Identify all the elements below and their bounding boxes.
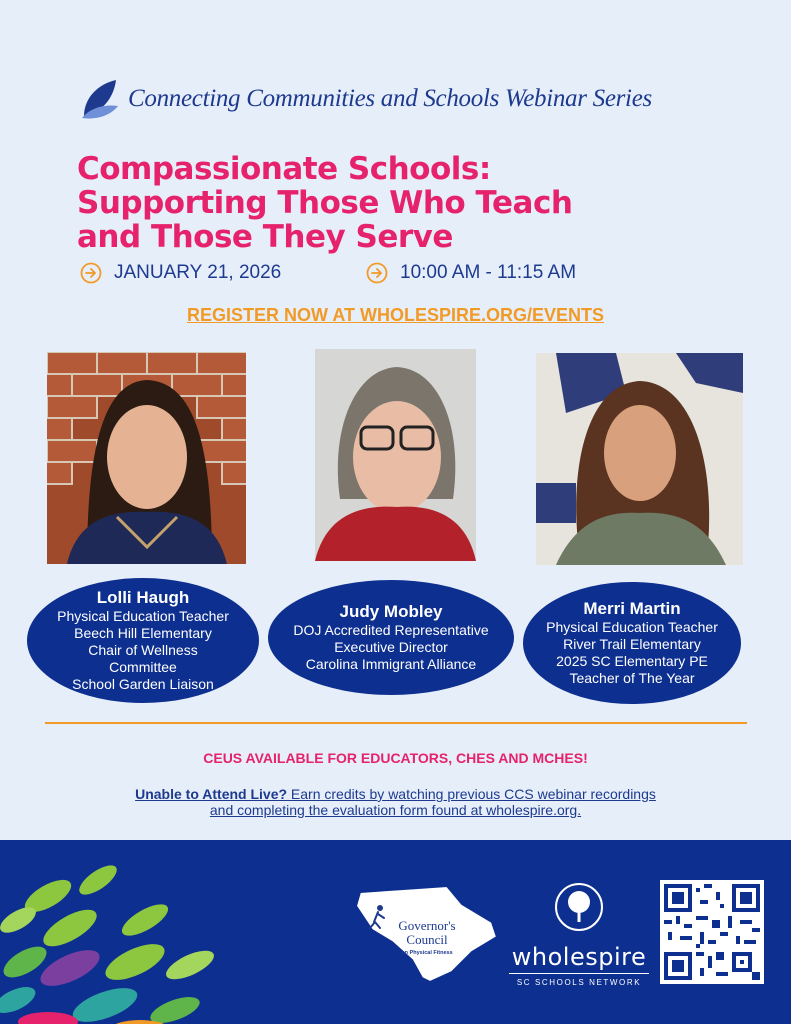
tree-icon (554, 882, 604, 932)
qr-code[interactable] (660, 880, 764, 984)
speaker-card-merri: Merri Martin Physical Education Teacher River Trail Elementary 2025 SC Elementary PE Teacher of The Year (523, 582, 741, 704)
leaf-logo-icon (80, 78, 120, 120)
decorative-leaves-icon (0, 840, 220, 1024)
speaker-photo-judy (315, 349, 476, 561)
series-header (80, 78, 652, 120)
speaker-name: Lolli Haugh (96, 588, 190, 607)
speaker-name: Judy Mobley (339, 602, 443, 621)
speaker-photo-lolli (47, 352, 246, 564)
event-date: JANUARY 21, 2026 (80, 262, 281, 284)
register-link[interactable]: REGISTER NOW AT WHOLESPIRE.ORG/EVENTS (186, 305, 605, 325)
event-time: 10:00 AM - 11:15 AM (366, 262, 576, 284)
wholespire-logo: wholespire SC SCHOOLS NETWORK (503, 882, 655, 987)
recordings-link[interactable]: Unable to Attend Live? Earn credits by watching previous CCS webinar recordings and completing the evaluation form found at wholespire.org. (135, 786, 656, 818)
speaker-name: Merri Martin (583, 599, 681, 618)
svg-text:Council: Council (406, 932, 448, 947)
arrow-circle-icon (366, 262, 388, 284)
svg-text:Governor's: Governor's (398, 918, 456, 933)
footer (0, 840, 791, 1024)
event-title: Compassionate Schools: Supporting Those Who Teach and Those They Serve (77, 151, 573, 255)
series-title: Connecting Communities and Schools Webinar Series (128, 85, 652, 112)
speaker-card-judy: Judy Mobley DOJ Accredited Representative Executive Director Carolina Immigrant Alliance (268, 580, 514, 695)
speaker-photo-merri (536, 353, 743, 565)
arrow-circle-icon (80, 262, 102, 284)
governors-council-logo (352, 882, 502, 986)
divider (45, 722, 747, 724)
ceus-notice: CEUS AVAILABLE FOR EDUCATORS, CHES AND MCHES! (203, 750, 588, 766)
speaker-card-lolli: Lolli Haugh Physical Education Teacher Beech Hill Elementary Chair of Wellness Committee School Garden Liaison (27, 578, 259, 703)
svg-text:on Physical Fitness: on Physical Fitness (401, 950, 453, 956)
